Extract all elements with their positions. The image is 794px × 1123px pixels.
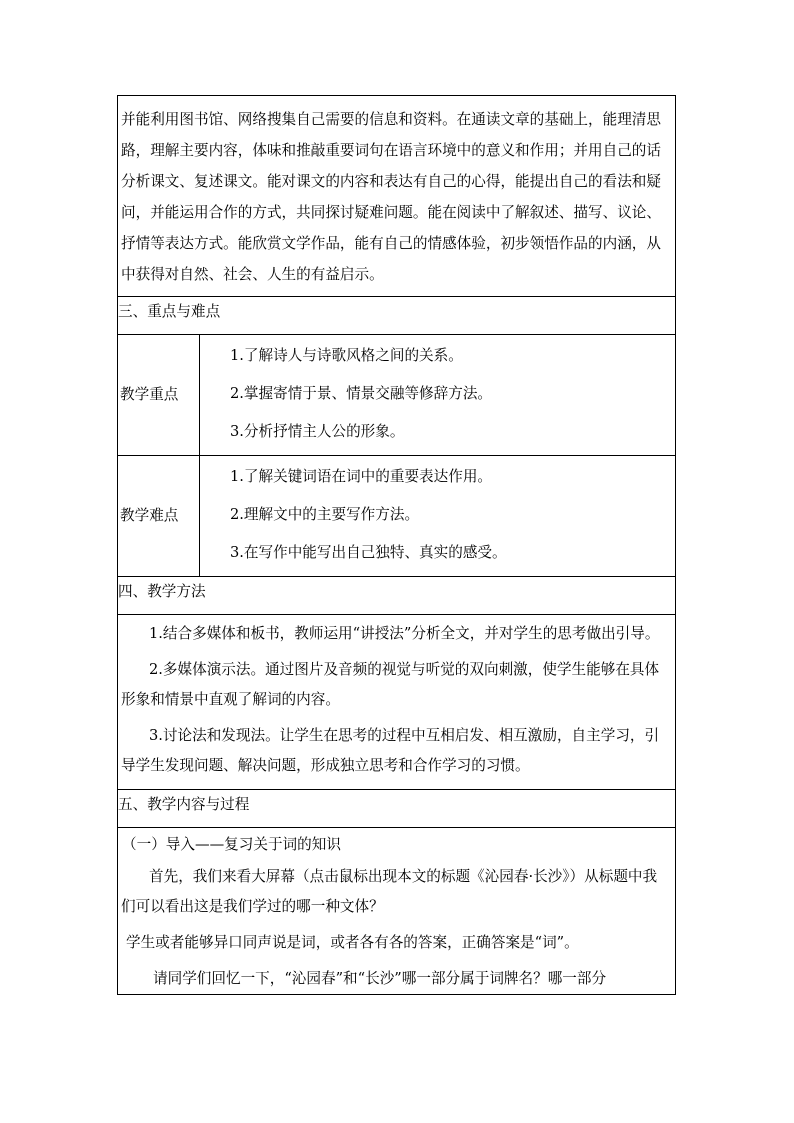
difficulties-row <box>118 456 676 577</box>
list-item: 2.理解文中的主要写作方法。 <box>230 506 420 523</box>
intro-cell <box>118 96 676 297</box>
methods-row <box>118 615 676 790</box>
difficulties-label: 教学难点 <box>118 456 200 577</box>
methods-cell <box>118 615 676 790</box>
method-paragraph: 1.结合多媒体和板书，教师运用“讲授法”分析全文，并对学生的思考做出引导。 <box>149 625 660 642</box>
intro-paragraph: 并能利用图书馆、网络搜集自己需要的信息和资料。在通读文章的基础上，能理清思路，理解主要内容，体味和推敲重要词句在语言环境中的意义和作用；并用自己的话分析课文、复述课文。能对课文的内容和表达有自己的心得，能提出自己的看法和疑问，并能运用合作的方式，共同探讨疑难问题。能在阅读中了解叙述、描写、议论、抒情等表达方式。能欣赏文学作品，能有自己的情感体验，初步领悟作品的内涵，从中获得对自然、社会、人生的有益启示。 <box>121 111 661 283</box>
process-paragraph: 请同学们回忆一下，“沁园春”和“长沙”哪一部分属于词牌名？哪一部分 <box>153 970 607 987</box>
difficulties-items <box>200 456 676 577</box>
process-cell <box>118 828 676 995</box>
process-paragraph: 学生或者能够异口同声说是词，或者各有各的答案，正确答案是“词”。 <box>126 934 579 951</box>
key-points-label: 教学重点 <box>118 335 200 456</box>
method-paragraph: 3.讨论法和发现法。让学生在思考的过程中互相启发、相互激励，自主学习，引导学生发现问题、解决问题，形成独立思考和合作学习的习惯。 <box>121 727 660 774</box>
sub-heading: （一）导入——复习关于词的知识 <box>122 836 341 853</box>
list-item: 2.掌握寄情于景、情景交融等修辞方法。 <box>230 385 493 402</box>
document-page <box>117 95 675 995</box>
section5-heading-row <box>118 790 676 828</box>
lesson-plan-table <box>117 95 676 995</box>
list-item: 3.分析抒情主人公的形象。 <box>230 423 405 440</box>
list-item: 1.了解诗人与诗歌风格之间的关系。 <box>230 347 463 364</box>
process-paragraph: 首先，我们来看大屏幕（点击鼠标出现本文的标题《沁园春·长沙》）从标题中我们可以看出这是我们学过的哪一种文体？ <box>121 868 658 915</box>
process-row <box>118 828 676 995</box>
list-item: 1.了解关键词语在词中的重要表达作用。 <box>230 468 493 485</box>
section-heading: 四、教学方法 <box>118 577 676 615</box>
list-item: 3.在写作中能写出自己独特、真实的感受。 <box>230 544 507 561</box>
section-heading: 五、教学内容与过程 <box>118 790 676 828</box>
section-heading: 三、重点与难点 <box>118 297 676 335</box>
intro-row <box>118 96 676 297</box>
section3-heading-row <box>118 297 676 335</box>
section4-heading-row <box>118 577 676 615</box>
key-points-row <box>118 335 676 456</box>
key-points-items <box>200 335 676 456</box>
method-paragraph: 2.多媒体演示法。通过图片及音频的视觉与听觉的双向刺激，使学生能够在具体形象和情景中直观了解词的内容。 <box>121 661 660 708</box>
